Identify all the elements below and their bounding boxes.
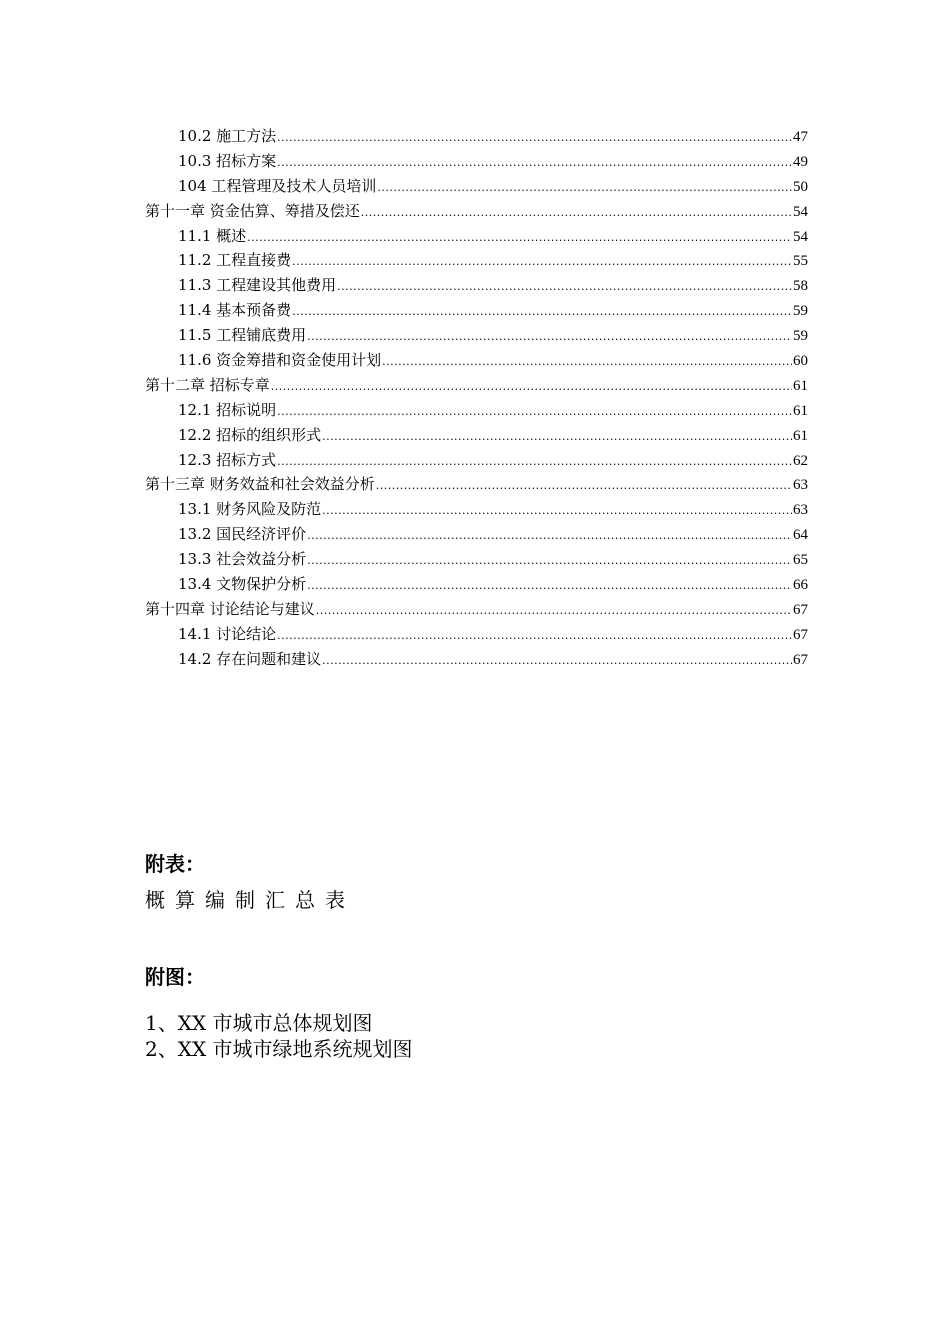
toc-entry-page: 50 bbox=[793, 178, 808, 195]
toc-leader-dots bbox=[277, 450, 792, 475]
toc-leader-dots bbox=[271, 375, 792, 400]
toc-entry-label: 13.1 财务风险及防范 bbox=[178, 500, 322, 519]
toc-entry[interactable] bbox=[145, 547, 808, 572]
toc-leader-dots bbox=[307, 574, 792, 599]
toc-entry-page: 47 bbox=[793, 129, 808, 145]
toc-leader-dots bbox=[277, 151, 792, 176]
toc-leader-dots bbox=[376, 474, 792, 499]
toc-leader-dots bbox=[307, 549, 792, 574]
toc-entry[interactable] bbox=[145, 423, 808, 448]
toc-entry-label: 第十二章 招标专章 bbox=[145, 375, 270, 394]
toc-entry-label: 11.2 工程直接费 bbox=[178, 251, 292, 270]
toc-entry-label: 11.6 资金筹措和资金使用计划 bbox=[178, 351, 382, 370]
toc-entry-page: 58 bbox=[793, 278, 808, 295]
toc-entry-label: 10.2 施工方法 bbox=[178, 127, 277, 145]
toc-entry[interactable] bbox=[145, 647, 808, 672]
toc-entry[interactable] bbox=[145, 323, 808, 348]
toc-entry-page: 64 bbox=[793, 527, 808, 544]
toc-entry-page: 63 bbox=[793, 477, 808, 494]
toc-entry-page: 59 bbox=[793, 303, 808, 320]
toc-entry-page: 49 bbox=[793, 153, 808, 170]
toc-entry-label: 11.5 工程铺底费用 bbox=[178, 326, 307, 345]
figure-item: 2、XX 市城市绿地系统规划图 bbox=[145, 1037, 413, 1061]
toc-leader-dots bbox=[316, 599, 792, 624]
toc-entry[interactable] bbox=[145, 622, 808, 647]
toc-leader-dots bbox=[277, 126, 792, 151]
toc-entry-label: 第十三章 财务效益和社会效益分析 bbox=[145, 475, 375, 494]
toc-entry-label: 11.3 工程建设其他费用 bbox=[178, 276, 337, 295]
appendix-table-item: 概算编制汇总表 bbox=[145, 888, 355, 912]
toc-leader-dots bbox=[337, 275, 792, 300]
toc-entry[interactable] bbox=[145, 522, 808, 547]
toc-entry[interactable] bbox=[145, 248, 808, 273]
toc-entry[interactable] bbox=[145, 124, 808, 149]
toc-entry[interactable] bbox=[145, 199, 808, 224]
toc-entry[interactable] bbox=[145, 448, 808, 473]
toc-entry[interactable] bbox=[145, 597, 808, 622]
appendix-figures-list bbox=[145, 1010, 413, 1062]
toc-entry-page: 60 bbox=[793, 353, 808, 370]
toc-entry-label: 12.1 招标说明 bbox=[178, 400, 277, 419]
toc-entry-label: 12.2 招标的组织形式 bbox=[178, 425, 322, 444]
toc-entry-label: 10.3 招标方案 bbox=[178, 151, 277, 170]
toc-entry[interactable] bbox=[145, 373, 808, 398]
toc-entry-label: 12.3 招标方式 bbox=[178, 450, 277, 469]
toc-entry-label: 13.3 社会效益分析 bbox=[178, 550, 307, 569]
toc-entry-page: 63 bbox=[793, 502, 808, 519]
appendix-figures-heading: 附图： bbox=[145, 965, 205, 989]
toc-entry-label: 第十四章 讨论结论与建议 bbox=[145, 599, 315, 618]
toc-entry-page: 61 bbox=[793, 377, 808, 394]
toc-entry-page: 54 bbox=[793, 203, 808, 220]
toc-entry-page: 61 bbox=[793, 402, 808, 419]
toc-entry-label: 13.4 文物保护分析 bbox=[178, 575, 307, 594]
toc-entry-label: 第十一章 资金估算、筹措及偿还 bbox=[145, 201, 360, 220]
toc-entry-page: 67 bbox=[793, 651, 808, 668]
toc-leader-dots bbox=[361, 201, 792, 226]
toc-entry-page: 67 bbox=[793, 601, 808, 618]
toc-leader-dots bbox=[277, 400, 792, 425]
toc-leader-dots bbox=[277, 624, 792, 649]
toc-leader-dots bbox=[322, 649, 792, 674]
toc-entry[interactable] bbox=[145, 298, 808, 323]
appendix-tables-heading: 附表： bbox=[145, 852, 205, 876]
toc-entry-label: 13.2 国民经济评价 bbox=[178, 525, 307, 544]
toc-entry-page: 62 bbox=[793, 452, 808, 469]
toc-entry-label: 14.2 存在问题和建议 bbox=[178, 649, 322, 668]
table-of-contents bbox=[145, 124, 808, 672]
toc-entry-label: 14.1 讨论结论 bbox=[178, 624, 277, 643]
toc-entry-label: 104 工程管理及技术人员培训 bbox=[178, 176, 377, 195]
toc-entry[interactable] bbox=[145, 472, 808, 497]
toc-entry[interactable] bbox=[145, 398, 808, 423]
toc-leader-dots bbox=[322, 425, 792, 450]
toc-entry[interactable] bbox=[145, 348, 808, 373]
toc-leader-dots bbox=[247, 226, 792, 251]
toc-entry-page: 55 bbox=[793, 253, 808, 270]
toc-entry-page: 65 bbox=[793, 552, 808, 569]
toc-entry-page: 67 bbox=[793, 626, 808, 643]
toc-leader-dots bbox=[377, 176, 792, 201]
figure-item: 1、XX 市城市总体规划图 bbox=[145, 1011, 373, 1035]
toc-entry-label: 11.1 概述 bbox=[178, 226, 247, 245]
toc-leader-dots bbox=[307, 325, 792, 350]
toc-leader-dots bbox=[292, 250, 792, 275]
toc-entry-page: 61 bbox=[793, 427, 808, 444]
toc-entry[interactable] bbox=[145, 572, 808, 597]
toc-leader-dots bbox=[307, 524, 792, 549]
toc-leader-dots bbox=[292, 300, 792, 325]
toc-entry[interactable] bbox=[145, 497, 808, 522]
toc-entry-page: 66 bbox=[793, 577, 808, 594]
toc-entry-page: 59 bbox=[793, 328, 808, 345]
toc-entry-page: 54 bbox=[793, 228, 808, 245]
toc-entry[interactable] bbox=[145, 224, 808, 249]
toc-entry[interactable] bbox=[145, 149, 808, 174]
toc-leader-dots bbox=[322, 499, 792, 524]
toc-entry[interactable] bbox=[145, 273, 808, 298]
toc-entry-label: 11.4 基本预备费 bbox=[178, 301, 292, 320]
toc-leader-dots bbox=[382, 350, 792, 375]
toc-entry[interactable] bbox=[145, 174, 808, 199]
